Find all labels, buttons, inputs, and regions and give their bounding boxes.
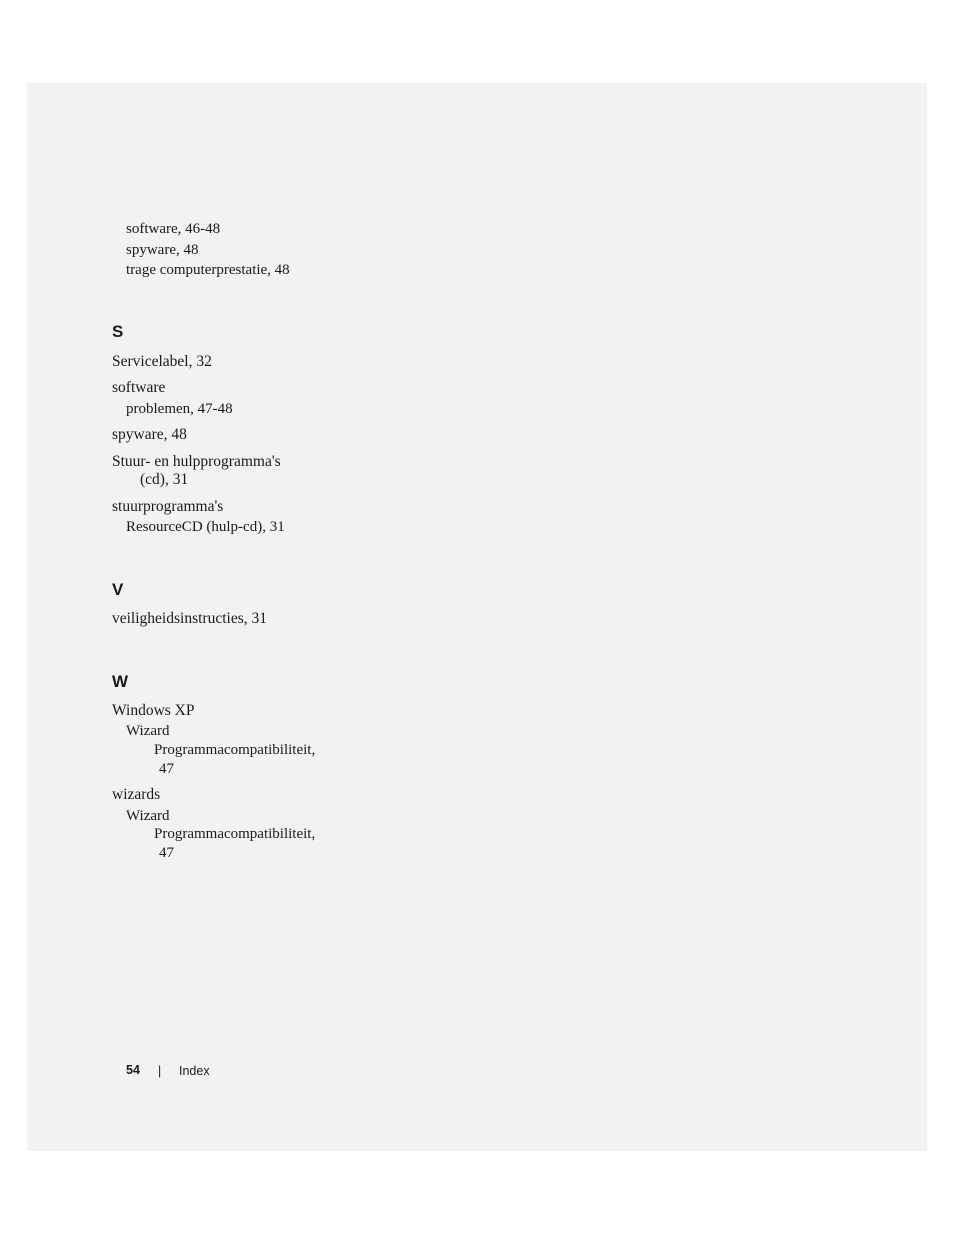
index-page-ref: 47	[159, 761, 174, 777]
index-subentry: Wizard	[126, 723, 170, 739]
index-page	[27, 83, 927, 1151]
index-entry: stuurprogramma's	[112, 498, 224, 515]
index-entry: Windows XP	[112, 702, 195, 719]
index-entry: veiligheidsinstructies, 31	[112, 610, 267, 627]
index-entry-continuation: (cd), 31	[140, 471, 189, 488]
page-number: 54	[126, 1063, 140, 1077]
index-subentry: trage computerprestatie, 48	[126, 262, 290, 278]
index-entry: spyware, 48	[112, 426, 187, 443]
section-letter-v: V	[112, 580, 124, 599]
index-entry: Stuur- en hulpprogramma's	[112, 453, 281, 470]
index-subentry: spyware, 48	[126, 242, 199, 258]
index-page-ref: 47	[159, 845, 174, 861]
section-letter-w: W	[112, 672, 129, 691]
index-subsubentry: Programmacompatibiliteit,	[154, 742, 316, 758]
footer-section-title: Index	[179, 1064, 210, 1078]
index-subentry: problemen, 47-48	[126, 401, 233, 417]
index-entry: software	[112, 379, 166, 396]
section-letter-s: S	[112, 322, 124, 341]
index-subentry: ResourceCD (hulp-cd), 31	[126, 519, 285, 535]
index-subsubentry: Programmacompatibiliteit,	[154, 826, 316, 842]
index-subentry: Wizard	[126, 808, 170, 824]
footer-separator: |	[158, 1064, 162, 1078]
index-subentry: software, 46-48	[126, 221, 221, 237]
index-entry: Servicelabel, 32	[112, 353, 212, 370]
index-entry: wizards	[112, 786, 161, 803]
